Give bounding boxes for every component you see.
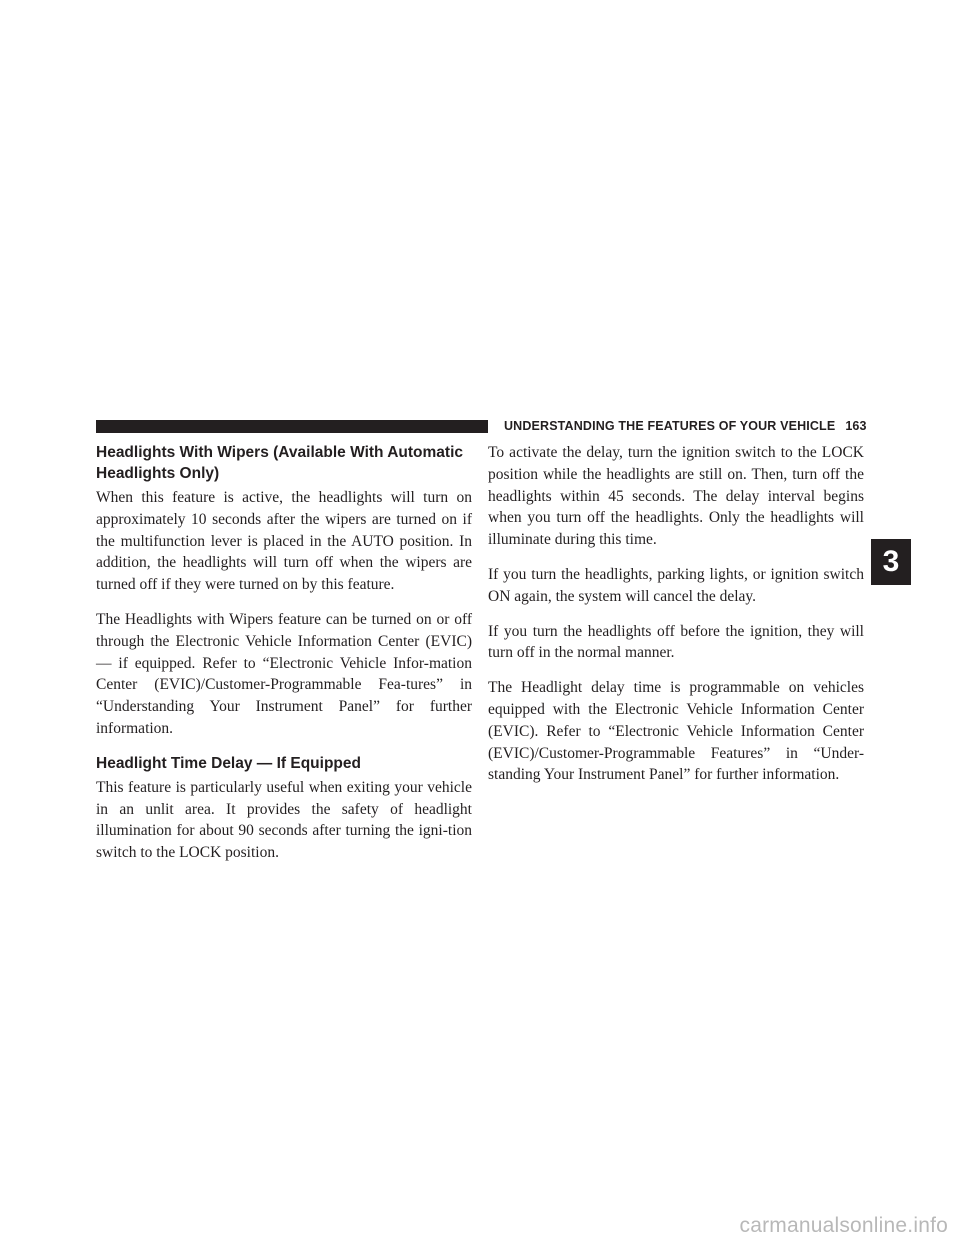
- header-rule: [96, 420, 488, 433]
- paragraph-delay-intro: This feature is particularly useful when exiting your vehicle in an unlit area. It provides the safety of headlight illumination for about 90 seconds after turning the igni-tion switch to the LOCK position.: [96, 778, 472, 862]
- watermark: carmanualsonline.info: [739, 1214, 948, 1237]
- section-title: UNDERSTANDING THE FEATURES OF YOUR VEHICLE: [504, 419, 836, 433]
- paragraph-wipers-activation: When this feature is active, the headlights will turn on approximately 10 seconds after the wipers are turned on if the multifunction lever is placed in the AUTO position. In addition, the headlights will turn off when the wipers are turned off if they were turned on by this feature.: [96, 489, 472, 594]
- paragraph-delay-programmable: The Headlight delay time is programmable on vehicles equipped with the Electronic Vehicle Information Center (EVIC). Refer to “Electronic Vehicle Information Center (EVIC)/Customer-Programmable Features” in “Under-standing Your Instrument Panel” for further information.: [488, 679, 864, 784]
- left-column: [96, 442, 472, 864]
- paragraph-activate-delay: To activate the delay, turn the ignition switch to the LOCK position while the headlights are still on. Then, turn off the headlights within 45 seconds. The delay interval begins when you turn off the headlights. Only the headlights will illuminate during this time.: [488, 444, 864, 549]
- paragraph-cancel-delay: If you turn the headlights, parking lights, or ignition switch ON again, the system will cancel the delay.: [488, 565, 864, 605]
- right-column: [488, 442, 864, 786]
- page-number: 163: [845, 419, 867, 433]
- paragraph-wipers-evic: The Headlights with Wipers feature can be turned on or off through the Electronic Vehicle Information Center (EVIC) — if equipped. Refer to “Electronic Vehicle Infor-mation Center (EVIC)/Customer-Programmable Fea-tures” in “Understanding Your Instrument Panel” for further information.: [96, 610, 472, 737]
- chapter-tab: 3: [871, 539, 911, 585]
- heading-headlight-time-delay: Headlight Time Delay — If Equipped: [96, 754, 361, 772]
- heading-headlights-with-wipers: Headlights With Wipers (Available With Automatic Headlights Only): [96, 444, 464, 482]
- paragraph-normal-off: If you turn the headlights off before the ignition, they will turn off in the normal manner.: [488, 622, 864, 662]
- running-header: [504, 417, 867, 435]
